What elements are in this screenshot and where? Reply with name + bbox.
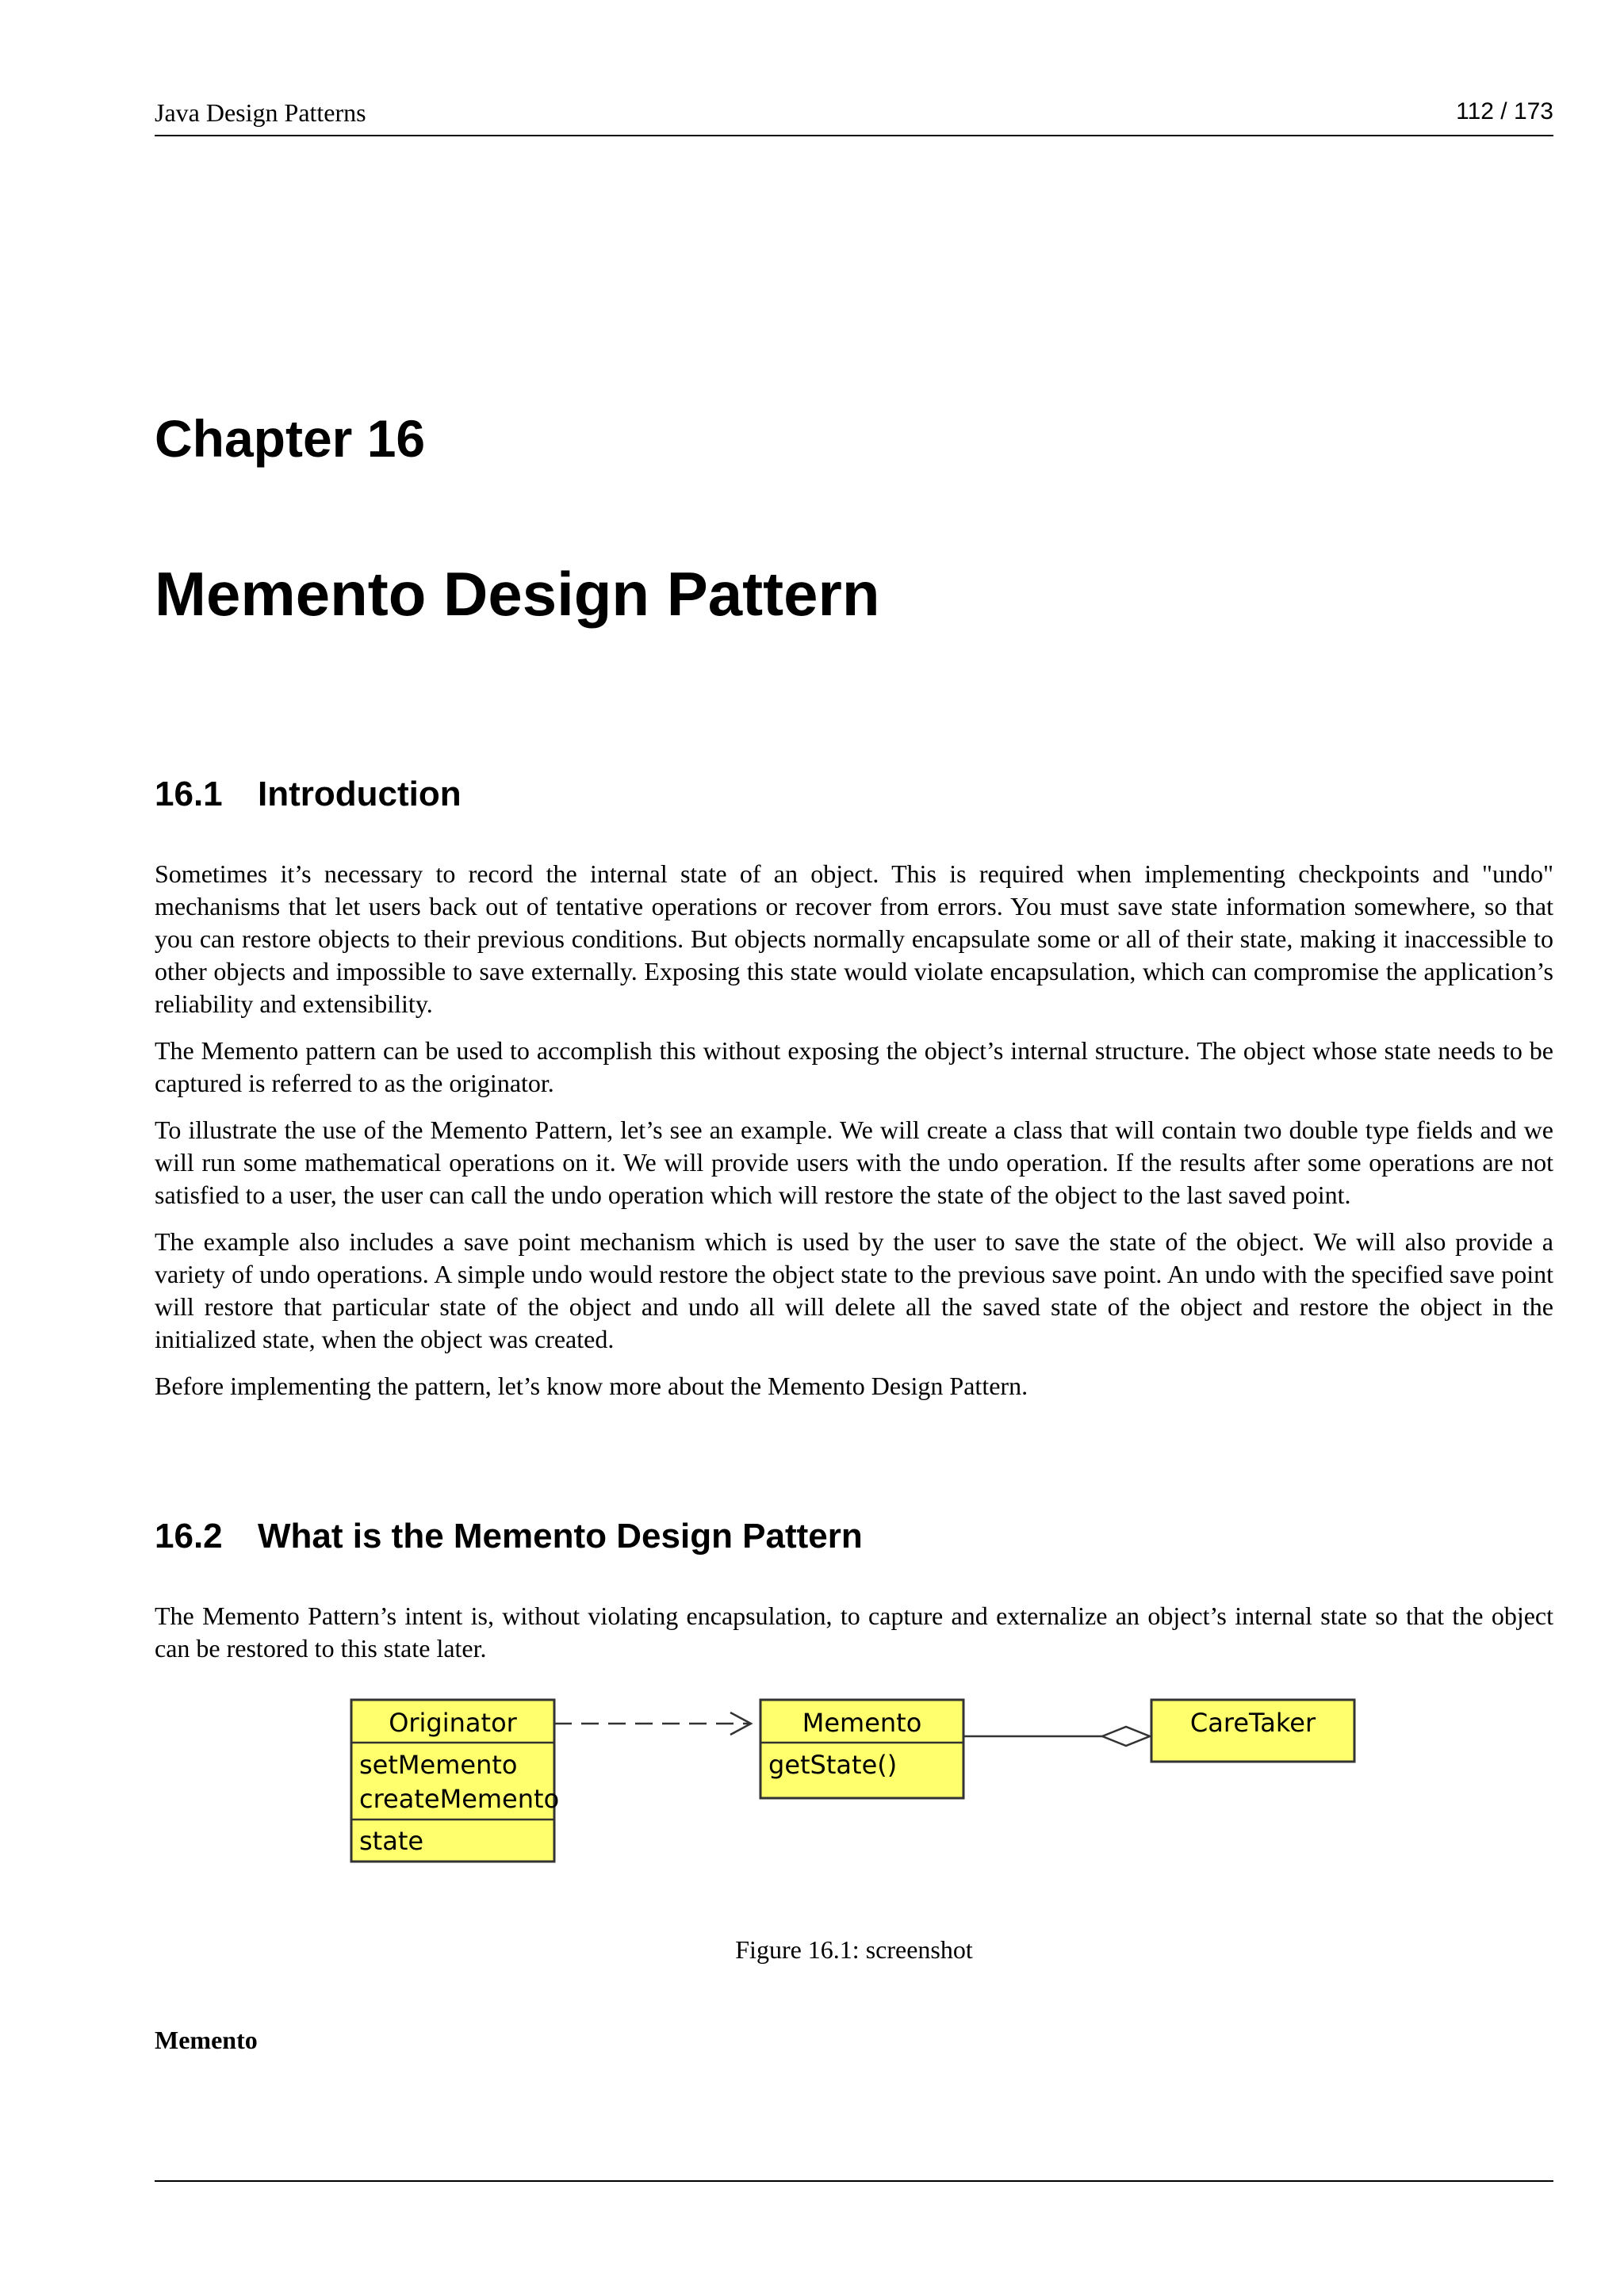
page-number: 112 / 173	[1456, 98, 1553, 124]
memento-class	[760, 1700, 963, 1798]
what-is-body	[155, 1600, 1553, 1679]
section-number: 16.2	[155, 1517, 223, 1556]
memento-name: Memento	[802, 1708, 922, 1738]
paragraph: The Memento pattern can be used to accomplish this without exposing the object’s internal structure. The object whose state needs to be captured is referred to as the originator.	[155, 1036, 1553, 1097]
section-number: 16.1	[155, 775, 223, 813]
document-page	[155, 0, 1553, 2296]
memento-method: getState()	[768, 1750, 898, 1780]
section-heading-introduction	[155, 777, 462, 812]
originator-method: createMemento	[359, 1784, 560, 1814]
section-title: What is the Memento Design Pattern	[258, 1517, 863, 1556]
paragraph: Sometimes it’s necessary to record the internal state of an object. This is required when implementing checkpoints and "undo" mechanisms that let users back out of tentative operations or recover from errors. You must save state information somewhere, so that you can restore objects to their previous conditions. But objects normally encapsulate some or all of their state, making it inaccessible to other objects and impossible to save externally. Exposing this state would violate encapsulation, which can compromise the application’s reliability and extensibility.	[155, 859, 1553, 1018]
chapter-title: Memento Design Pattern	[155, 559, 880, 629]
memento-subheading: Memento	[155, 2026, 258, 2054]
caretaker-class	[1151, 1700, 1354, 1762]
paragraph: The Memento Pattern’s intent is, without violating encapsulation, to capture and externalize an object’s internal state so that the object can be restored to this state later.	[155, 1601, 1553, 1663]
page-header	[155, 95, 1553, 136]
dependency-arrow	[554, 1712, 751, 1735]
section-heading-what-is-memento	[155, 1519, 863, 1554]
paragraph: Before implementing the pattern, let’s know more about the Memento Design Pattern.	[155, 1372, 1028, 1400]
section-title: Introduction	[258, 775, 462, 813]
originator-field: state	[359, 1826, 424, 1856]
uml-diagram	[155, 1697, 1553, 1887]
aggregation-diamond	[1102, 1727, 1150, 1746]
originator-class	[351, 1700, 559, 1862]
book-title: Java Design Patterns	[155, 98, 366, 127]
chapter-label: Chapter 16	[155, 409, 426, 468]
aggregation-arrow	[963, 1727, 1150, 1746]
uml-diagram-svg	[155, 1697, 1553, 1887]
originator-method: setMemento	[359, 1750, 518, 1780]
caretaker-name: CareTaker	[1189, 1708, 1316, 1738]
introduction-body	[155, 858, 1553, 1417]
paragraph: To illustrate the use of the Memento Pattern, let’s see an example. We will create a class that will contain two double type fields and we will run some mathematical operations on it. We will provide users with the undo operation. If the results after some operations are not satisfied to a user, the user can call the undo operation which will restore the state of the object to the last saved point.	[155, 1115, 1553, 1209]
paragraph: The example also includes a save point mechanism which is used by the user to save the state of the object. We will also provide a variety of undo operations. A simple undo would restore the object state to the previous save point. An undo with the specified save point will restore that particular state of the object and undo all will delete all the saved state of the object and restore the object in the initialized state, when the object was created.	[155, 1227, 1553, 1353]
footer-rule	[155, 2180, 1553, 2182]
originator-name: Originator	[389, 1708, 517, 1738]
figure-caption: Figure 16.1: screenshot	[735, 1935, 973, 1964]
